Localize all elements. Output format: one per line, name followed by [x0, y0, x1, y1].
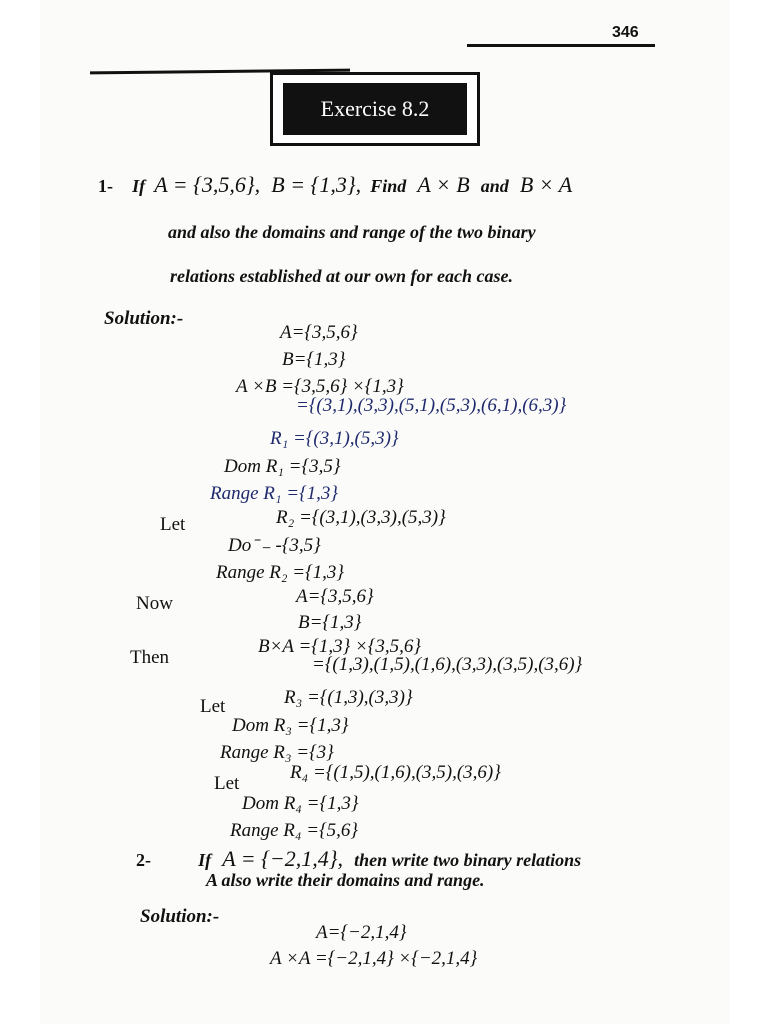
- sol1-let-1: Let: [160, 514, 186, 535]
- question-1-number: 1-: [98, 176, 113, 196]
- sol1-dom-r2-damaged: Do ̄ ₋ -{3,5}: [228, 535, 321, 556]
- sol1-then: Then: [130, 647, 170, 668]
- question-1-axb: A × B: [417, 172, 470, 197]
- question-2-rest: then write two binary relations: [354, 850, 582, 870]
- question-2-if: If: [198, 850, 212, 870]
- sol1-range-r3: Range R₃ ={3}: [220, 742, 334, 763]
- question-1: [98, 172, 572, 198]
- question-1-set-a: A = {3,5,6},: [154, 172, 261, 197]
- sol1-axb: A ×B ={3,5,6} ×{1,3}: [236, 376, 404, 397]
- sol1-now: Now: [136, 593, 173, 614]
- page-number: 346: [612, 24, 639, 41]
- question-1-set-b: B = {1,3},: [271, 172, 362, 197]
- sol1-set-a-2: A={3,5,6}: [296, 586, 374, 607]
- sol1-r2: R₂ ={(3,1),(3,3),(5,3)}: [276, 507, 446, 528]
- scanned-page: [40, 0, 730, 1024]
- question-1-line-3: relations established at our own for each case.: [170, 266, 514, 286]
- sol1-bxa: B×A ={1,3} ×{3,5,6}: [258, 636, 421, 657]
- sol2-set-a: A={−2,1,4}: [316, 922, 407, 943]
- sol1-r4: R₄ ={(1,5),(1,6),(3,5),(3,6)}: [290, 762, 501, 783]
- sol1-axb-value: ={(3,1),(3,3),(5,1),(5,3),(6,1),(6,3)}: [296, 395, 567, 416]
- sol1-r3: R₃ ={(1,3),(3,3)}: [284, 687, 413, 708]
- exercise-heading: Exercise 8.2: [283, 83, 467, 135]
- question-1-line-2: and also the domains and range of the two binary: [168, 222, 536, 242]
- sol1-set-a: A={3,5,6}: [280, 322, 358, 343]
- sol1-dom-r1: Dom R₁ ={3,5}: [224, 456, 341, 477]
- sol1-dom-r3: Dom R₃ ={1,3}: [232, 715, 349, 736]
- header-rule-right: [467, 44, 655, 47]
- sol1-dom-r4: Dom R₄ ={1,3}: [242, 793, 359, 814]
- question-1-bxa: B × A: [519, 172, 573, 197]
- exercise-heading-box: [270, 72, 480, 146]
- solution-2-label: Solution:-: [140, 906, 220, 927]
- sol1-set-b-2: B={1,3}: [298, 612, 362, 633]
- sol1-r1: R₁ ={(3,1),(5,3)}: [270, 428, 399, 449]
- sol1-let-3: Let: [214, 773, 240, 794]
- sol1-let-2: Let: [200, 696, 226, 717]
- question-1-find: Find: [370, 176, 407, 196]
- sol1-range-r2: Range R₂ ={1,3}: [216, 562, 345, 583]
- sol1-range-r4: Range R₄ ={5,6}: [230, 820, 359, 841]
- question-1-if: If: [132, 176, 146, 196]
- sol1-bxa-value: ={(1,3),(1,5),(1,6),(3,3),(3,5),(3,6)}: [312, 654, 583, 675]
- sol1-set-b: B={1,3}: [282, 349, 346, 370]
- sol2-axa: A ×A ={−2,1,4} ×{−2,1,4}: [270, 948, 478, 969]
- solution-1-label: Solution:-: [104, 308, 184, 329]
- question-1-and: and: [480, 176, 509, 196]
- sol1-range-r1: Range R₁ ={1,3}: [210, 483, 339, 504]
- question-2-set-a: A = {−2,1,4},: [222, 846, 344, 871]
- question-2-number: 2-: [136, 850, 151, 870]
- question-2-line-2: A also write their domains and range.: [206, 870, 485, 890]
- question-2: [136, 846, 581, 872]
